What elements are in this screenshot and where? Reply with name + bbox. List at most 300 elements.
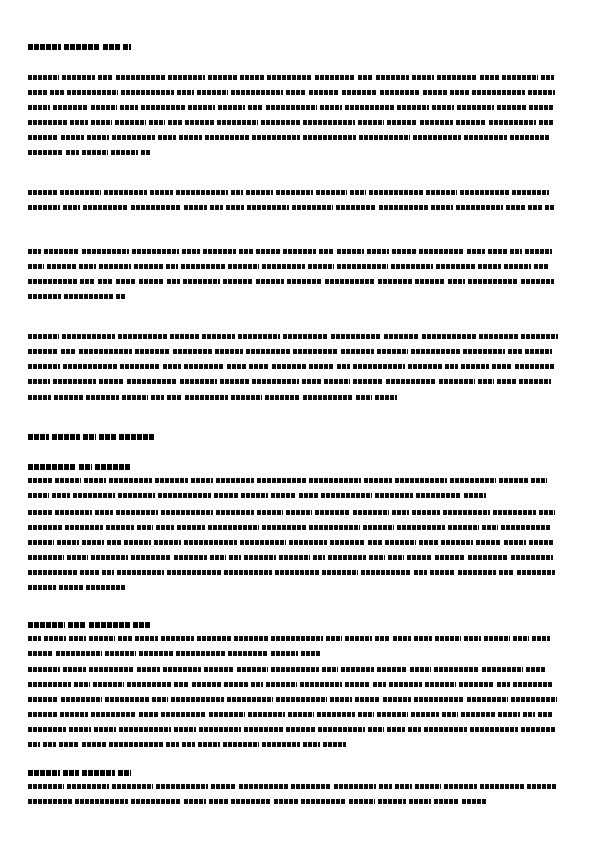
word-mark	[28, 712, 57, 717]
word-mark	[247, 205, 289, 210]
word-mark	[28, 294, 61, 299]
word-mark	[528, 205, 542, 210]
word-mark	[28, 150, 63, 155]
word-mark	[116, 279, 136, 284]
word-mark	[91, 120, 112, 125]
word-mark	[510, 135, 549, 140]
word-mark	[204, 667, 234, 672]
word-mark	[322, 667, 338, 672]
paragraph-line	[28, 101, 569, 114]
word-mark	[234, 636, 268, 641]
word-mark	[419, 540, 438, 545]
word-mark	[127, 379, 177, 384]
word-mark	[387, 120, 417, 125]
word-mark	[325, 279, 375, 284]
word-mark	[419, 249, 464, 254]
word-mark	[359, 135, 410, 140]
paragraph-line	[28, 780, 569, 793]
word-mark	[91, 105, 117, 110]
word-mark	[166, 742, 179, 747]
word-mark	[60, 190, 101, 195]
word-mark	[271, 667, 319, 672]
word-mark	[337, 364, 350, 369]
word-mark	[435, 636, 461, 641]
word-mark	[262, 742, 300, 747]
word-mark	[139, 279, 164, 284]
word-mark	[274, 799, 298, 804]
word-mark	[265, 395, 300, 400]
section-heading-line	[28, 766, 144, 779]
word-mark	[55, 510, 92, 515]
word-mark	[131, 555, 171, 560]
word-mark	[498, 712, 520, 717]
word-mark	[467, 249, 485, 254]
word-mark	[106, 525, 134, 530]
paragraph-line	[28, 345, 569, 358]
word-mark	[28, 742, 40, 747]
word-mark	[300, 682, 342, 687]
word-mark	[416, 493, 461, 498]
word-mark	[180, 379, 217, 384]
word-mark	[506, 205, 525, 210]
word-mark	[369, 190, 423, 195]
word-mark	[313, 555, 325, 560]
word-mark	[105, 651, 136, 656]
paragraph-line	[28, 245, 569, 258]
word-mark	[459, 682, 494, 687]
word-mark	[445, 364, 458, 369]
word-mark	[462, 799, 486, 804]
word-mark	[150, 190, 173, 195]
word-mark	[309, 525, 360, 530]
word-mark	[182, 249, 200, 254]
paragraph-line	[28, 632, 569, 645]
word-mark	[341, 667, 374, 672]
paragraph-line	[28, 146, 154, 159]
word-mark	[525, 349, 552, 354]
word-mark	[118, 334, 167, 339]
word-mark	[302, 379, 321, 384]
word-mark	[177, 90, 194, 95]
word-mark	[28, 570, 77, 575]
word-mark	[53, 379, 96, 384]
word-mark	[161, 636, 194, 641]
word-mark	[210, 205, 223, 210]
word-mark	[167, 395, 182, 400]
word-mark	[276, 190, 313, 195]
word-mark	[267, 75, 312, 80]
word-mark	[497, 682, 510, 687]
word-mark	[468, 279, 518, 284]
word-mark	[497, 379, 516, 384]
paragraph-line	[28, 186, 569, 199]
word-mark	[523, 712, 535, 717]
word-mark	[410, 667, 431, 672]
word-mark	[28, 190, 57, 195]
word-mark	[528, 90, 555, 95]
paragraph-line	[28, 693, 569, 706]
word-mark	[121, 90, 174, 95]
word-mark	[82, 150, 108, 155]
word-mark	[488, 249, 507, 254]
word-mark	[272, 364, 306, 369]
word-mark	[286, 510, 312, 515]
word-mark	[184, 799, 206, 804]
paragraph-line	[28, 86, 569, 99]
word-mark	[479, 334, 518, 339]
word-mark	[132, 249, 179, 254]
word-mark	[531, 478, 547, 483]
word-mark	[513, 636, 529, 641]
word-mark	[529, 540, 553, 545]
word-mark	[492, 364, 512, 369]
word-mark	[331, 334, 381, 339]
word-mark	[448, 279, 465, 284]
word-mark	[116, 75, 165, 80]
word-mark	[197, 636, 231, 641]
word-mark	[174, 555, 207, 560]
word-mark	[283, 249, 316, 254]
word-mark	[450, 478, 496, 483]
word-mark	[211, 784, 236, 789]
word-mark	[384, 334, 419, 339]
word-mark	[182, 742, 195, 747]
section-heading-line	[28, 40, 134, 53]
word-mark	[358, 120, 384, 125]
paragraph-line	[28, 201, 569, 214]
word-mark	[228, 651, 268, 656]
word-mark	[122, 395, 148, 400]
word-mark	[44, 249, 79, 254]
word-mark	[28, 697, 58, 702]
word-mark	[480, 784, 524, 789]
word-mark	[287, 279, 322, 284]
word-mark	[356, 395, 372, 400]
word-mark	[63, 205, 80, 210]
word-mark	[369, 555, 385, 560]
word-mark	[168, 120, 182, 125]
word-mark	[184, 540, 237, 545]
word-mark	[28, 379, 50, 384]
word-mark	[185, 395, 228, 400]
word-mark	[363, 525, 394, 530]
word-mark	[353, 364, 405, 369]
word-mark	[521, 334, 558, 339]
word-mark	[184, 364, 224, 369]
word-mark	[177, 525, 205, 530]
word-mark	[380, 90, 420, 95]
word-mark	[420, 120, 453, 125]
word-mark	[539, 120, 554, 125]
word-mark	[328, 555, 366, 560]
word-mark	[527, 784, 556, 789]
word-mark	[80, 279, 95, 284]
word-mark	[62, 75, 95, 80]
word-mark	[82, 770, 115, 776]
word-mark	[176, 190, 228, 195]
word-mark	[289, 540, 327, 545]
word-mark	[120, 364, 160, 369]
word-mark	[168, 75, 205, 80]
word-mark	[256, 249, 280, 254]
word-mark	[170, 334, 199, 339]
word-mark	[303, 742, 320, 747]
word-mark	[493, 510, 536, 515]
word-mark	[511, 697, 557, 702]
word-mark	[151, 395, 164, 400]
word-mark	[275, 570, 319, 575]
word-mark	[534, 264, 549, 269]
word-mark	[82, 742, 106, 747]
word-mark	[393, 636, 411, 641]
word-mark	[89, 622, 130, 628]
word-mark	[115, 120, 146, 125]
word-mark	[472, 90, 525, 95]
word-mark	[28, 525, 62, 530]
word-mark	[389, 682, 422, 687]
word-mark	[350, 190, 366, 195]
word-mark	[119, 434, 154, 440]
word-mark	[61, 349, 76, 354]
word-mark	[320, 105, 342, 110]
word-mark	[83, 205, 128, 210]
word-mark	[52, 493, 70, 498]
paragraph-line	[28, 795, 498, 808]
word-mark	[321, 493, 372, 498]
word-mark	[28, 784, 64, 789]
word-mark	[415, 784, 441, 789]
word-mark	[292, 205, 333, 210]
word-mark	[345, 636, 372, 641]
word-mark	[79, 349, 132, 354]
word-mark	[460, 190, 509, 195]
word-mark	[541, 75, 554, 80]
word-mark	[525, 249, 552, 254]
word-mark	[361, 570, 411, 575]
word-mark	[57, 540, 79, 545]
word-mark	[137, 525, 153, 530]
word-mark	[111, 150, 138, 155]
word-mark	[283, 334, 328, 339]
word-mark	[271, 493, 296, 498]
word-mark	[411, 349, 460, 354]
word-mark	[499, 478, 528, 483]
word-mark	[368, 540, 382, 545]
word-mark	[231, 190, 243, 195]
word-mark	[336, 205, 376, 210]
word-mark	[217, 120, 258, 125]
word-mark	[86, 585, 125, 590]
paragraph-line	[28, 489, 498, 502]
word-mark	[526, 667, 546, 672]
word-mark	[248, 105, 263, 110]
word-mark	[539, 510, 555, 515]
word-mark	[246, 190, 273, 195]
word-mark	[209, 799, 228, 804]
word-mark	[205, 135, 249, 140]
word-mark	[166, 264, 178, 269]
word-mark	[337, 249, 364, 254]
word-mark	[154, 540, 181, 545]
word-mark	[68, 622, 86, 628]
word-mark	[458, 570, 496, 575]
word-mark	[392, 249, 416, 254]
word-mark	[95, 464, 130, 470]
paragraph-line	[28, 131, 569, 144]
word-mark	[202, 334, 235, 339]
word-mark	[209, 712, 245, 717]
word-mark	[508, 349, 522, 354]
word-mark	[28, 205, 60, 210]
word-mark	[464, 135, 507, 140]
word-mark	[184, 205, 207, 210]
word-mark	[422, 334, 476, 339]
word-mark	[56, 651, 102, 656]
word-mark	[375, 636, 390, 641]
word-mark	[218, 105, 245, 110]
word-mark	[119, 727, 171, 732]
word-mark	[397, 525, 445, 530]
word-mark	[28, 135, 58, 140]
word-mark	[323, 742, 346, 747]
word-mark	[89, 636, 115, 641]
word-mark	[94, 727, 116, 732]
paragraph-line	[28, 71, 569, 84]
word-mark	[133, 622, 151, 628]
word-mark	[214, 493, 238, 498]
word-mark	[28, 434, 49, 440]
word-mark	[28, 349, 58, 354]
word-mark	[252, 135, 300, 140]
word-mark	[91, 555, 128, 560]
word-mark	[318, 727, 365, 732]
word-mark	[28, 770, 60, 776]
word-mark	[342, 90, 377, 95]
word-mark	[61, 135, 84, 140]
word-mark	[116, 510, 158, 515]
word-mark	[79, 464, 92, 470]
word-mark	[532, 636, 550, 641]
word-mark	[185, 120, 214, 125]
word-mark	[229, 555, 241, 560]
word-mark	[437, 75, 477, 80]
word-mark	[317, 712, 355, 717]
word-mark	[464, 636, 481, 641]
word-mark	[367, 249, 389, 254]
word-mark	[109, 742, 163, 747]
word-mark	[504, 540, 526, 545]
word-mark	[441, 540, 473, 545]
word-mark	[463, 349, 505, 354]
word-mark	[231, 90, 283, 95]
word-mark	[117, 570, 164, 575]
word-mark	[174, 727, 196, 732]
word-mark	[497, 105, 526, 110]
word-mark	[63, 770, 79, 776]
word-mark	[391, 264, 433, 269]
word-mark	[408, 727, 421, 732]
word-mark	[251, 682, 263, 687]
word-mark	[158, 135, 176, 140]
word-mark	[501, 525, 550, 530]
word-mark	[262, 525, 306, 530]
word-mark	[118, 636, 132, 641]
word-mark	[174, 682, 189, 687]
word-mark	[262, 264, 305, 269]
word-mark	[137, 667, 160, 672]
paragraph-line	[28, 330, 569, 343]
word-mark	[444, 784, 477, 789]
word-mark	[256, 279, 284, 284]
word-mark	[499, 570, 514, 575]
word-mark	[102, 570, 114, 575]
word-mark	[276, 697, 327, 702]
word-mark	[52, 434, 80, 440]
word-mark	[124, 540, 151, 545]
word-mark	[55, 478, 81, 483]
word-mark	[64, 294, 113, 299]
word-mark	[208, 525, 259, 530]
word-mark	[171, 697, 224, 702]
word-mark	[123, 44, 131, 50]
word-mark	[131, 205, 181, 210]
word-mark	[127, 682, 171, 687]
word-mark	[98, 75, 113, 80]
paragraph-line	[28, 375, 569, 388]
word-mark	[378, 279, 412, 284]
word-mark	[210, 555, 226, 560]
word-mark	[322, 570, 358, 575]
word-mark	[244, 727, 283, 732]
word-mark	[246, 349, 290, 354]
word-mark	[28, 493, 49, 498]
word-mark	[208, 75, 237, 80]
word-mark	[341, 349, 374, 354]
word-mark	[82, 249, 129, 254]
word-mark	[176, 651, 225, 656]
word-mark	[61, 697, 102, 702]
word-mark	[257, 510, 283, 515]
word-mark	[28, 622, 65, 628]
word-mark	[152, 697, 168, 702]
word-mark	[373, 682, 386, 687]
paragraph-line	[28, 678, 569, 691]
word-mark	[65, 525, 103, 530]
word-mark	[377, 667, 407, 672]
word-mark	[412, 510, 440, 515]
paragraph-line	[28, 581, 128, 594]
word-mark	[28, 75, 59, 80]
word-mark	[450, 90, 469, 95]
paragraph-line	[28, 723, 569, 736]
word-mark	[28, 799, 72, 804]
word-mark	[134, 264, 163, 269]
paragraph-line	[28, 536, 569, 549]
word-mark	[28, 636, 41, 641]
word-mark	[476, 540, 501, 545]
word-mark	[231, 395, 262, 400]
word-mark	[326, 636, 342, 641]
word-mark	[261, 120, 300, 125]
word-mark	[489, 120, 536, 125]
word-mark	[95, 510, 113, 515]
word-mark	[248, 712, 285, 717]
word-mark	[226, 205, 244, 210]
word-mark	[86, 395, 119, 400]
word-mark	[442, 712, 458, 717]
word-mark	[303, 135, 356, 140]
word-mark	[203, 249, 236, 254]
